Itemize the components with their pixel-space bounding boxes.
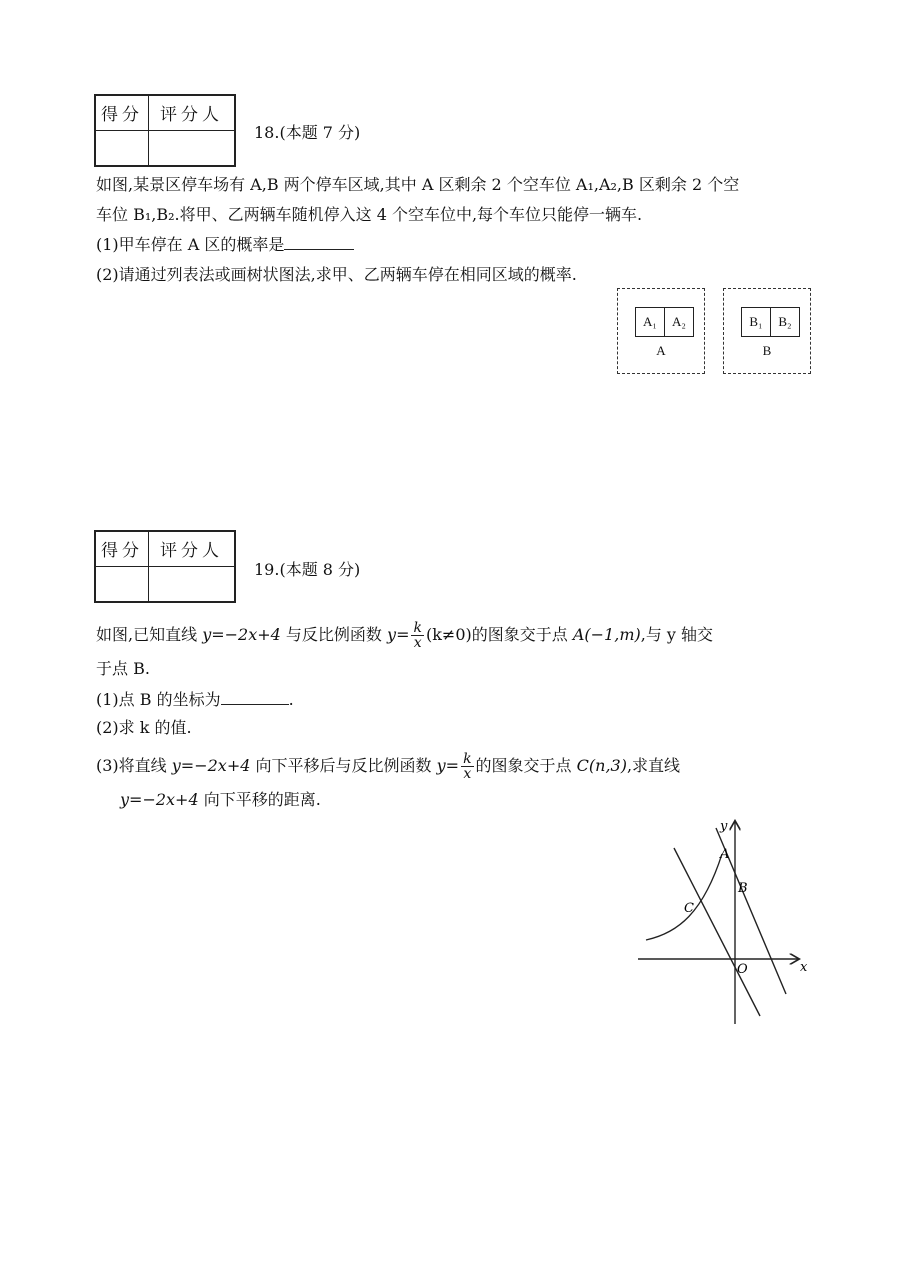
- point-a: A(−1,m): [572, 625, 641, 644]
- q19-text: 如图,已知直线: [96, 625, 198, 644]
- equation-y: y=: [387, 625, 410, 644]
- label-x: x: [800, 960, 808, 975]
- fraction-k-over-x: [461, 752, 473, 781]
- q19-text: (3)将直线: [96, 756, 167, 775]
- point-c: C(n,3): [576, 756, 627, 775]
- frac-den: x: [413, 635, 422, 651]
- period: .: [288, 690, 294, 709]
- question-19-title: 19.(本题 8 分): [254, 560, 361, 579]
- score-table-19: [94, 530, 236, 603]
- equation-line: y=−2x+4: [120, 790, 199, 809]
- label-a: A: [720, 847, 730, 862]
- score-cell: [95, 566, 149, 602]
- fraction-k-over-x: [411, 621, 423, 650]
- parking-zone-b: [723, 288, 811, 374]
- equation-line: y=−2x+4: [202, 625, 281, 644]
- q19-part-3: [96, 749, 713, 783]
- slots-a: [635, 307, 694, 337]
- q19-text: 向下平移的距离.: [203, 790, 321, 809]
- score-header-score: 得分: [95, 531, 149, 566]
- equation-line: y=−2x+4: [171, 756, 251, 775]
- answer-blank: [221, 686, 289, 705]
- q19-text: 与反比例函数: [285, 625, 382, 644]
- line-translated: [674, 848, 760, 1016]
- score-header-grader: 评分人: [149, 531, 236, 566]
- q19-text: ,求直线: [626, 756, 681, 775]
- zone-label-b: B: [762, 343, 772, 358]
- parking-zone-a: [617, 288, 705, 374]
- question-19-body: [96, 618, 713, 817]
- frac-den: x: [463, 766, 472, 782]
- q19-body-line-2: 于点 B.: [96, 659, 150, 678]
- score-header-score: 得分: [95, 95, 149, 130]
- question-18-title: 18.(本题 7 分): [254, 123, 361, 142]
- q18-part-2: (2)请通过列表法或画树状图法,求甲、乙两辆车停在相同区域的概率.: [96, 265, 577, 284]
- q19-part-1-text: (1)点 B 的坐标为: [96, 690, 221, 709]
- question-18-body: [96, 170, 739, 290]
- q18-part-1: [96, 230, 739, 260]
- q19-body-line-1: [96, 618, 713, 652]
- frac-num: k: [413, 620, 422, 636]
- label-y: y: [720, 819, 728, 834]
- slot-a2: A₂: [664, 308, 693, 336]
- q19-text: 的图象交于点: [471, 625, 568, 644]
- label-b: B: [738, 881, 748, 896]
- q19-text: 向下平移后与反比例函数: [255, 756, 432, 775]
- zone-label-a: A: [656, 343, 666, 358]
- q19-part-3-line-2: [96, 783, 713, 817]
- condition: (k≠0): [425, 625, 472, 644]
- equation-y: y=: [436, 756, 460, 775]
- grader-cell: [149, 566, 236, 602]
- label-c: C: [684, 901, 694, 916]
- frac-num: k: [463, 751, 472, 767]
- score-header-grader: 评分人: [149, 95, 236, 130]
- answer-blank: [284, 231, 354, 250]
- label-origin: O: [737, 962, 748, 977]
- coordinate-graph: [638, 818, 818, 1028]
- q19-text: 的图象交于点: [475, 756, 572, 775]
- q19-text: ,与 y 轴交: [640, 625, 714, 644]
- score-cell: [95, 130, 149, 166]
- slot-b2: B₂: [770, 308, 799, 336]
- q19-part-1: [96, 686, 713, 713]
- grader-cell: [149, 130, 236, 166]
- slots-b: [741, 307, 800, 337]
- q18-part-1-text: (1)甲车停在 A 区的概率是: [96, 235, 285, 254]
- slot-a1: A₁: [643, 314, 657, 329]
- q18-body-line-2: 车位 B₁,B₂.将甲、乙两辆车随机停入这 4 个空车位中,每个车位只能停一辆车.: [96, 205, 643, 224]
- q18-body-line-1: 如图,某景区停车场有 A,B 两个停车区域,其中 A 区剩余 2 个空车位 A₁,A₂,B 区剩余 2 个空: [96, 175, 740, 194]
- slot-b1: B₁: [749, 314, 763, 329]
- score-table-18: [94, 94, 236, 167]
- q19-part-2: (2)求 k 的值.: [96, 718, 192, 737]
